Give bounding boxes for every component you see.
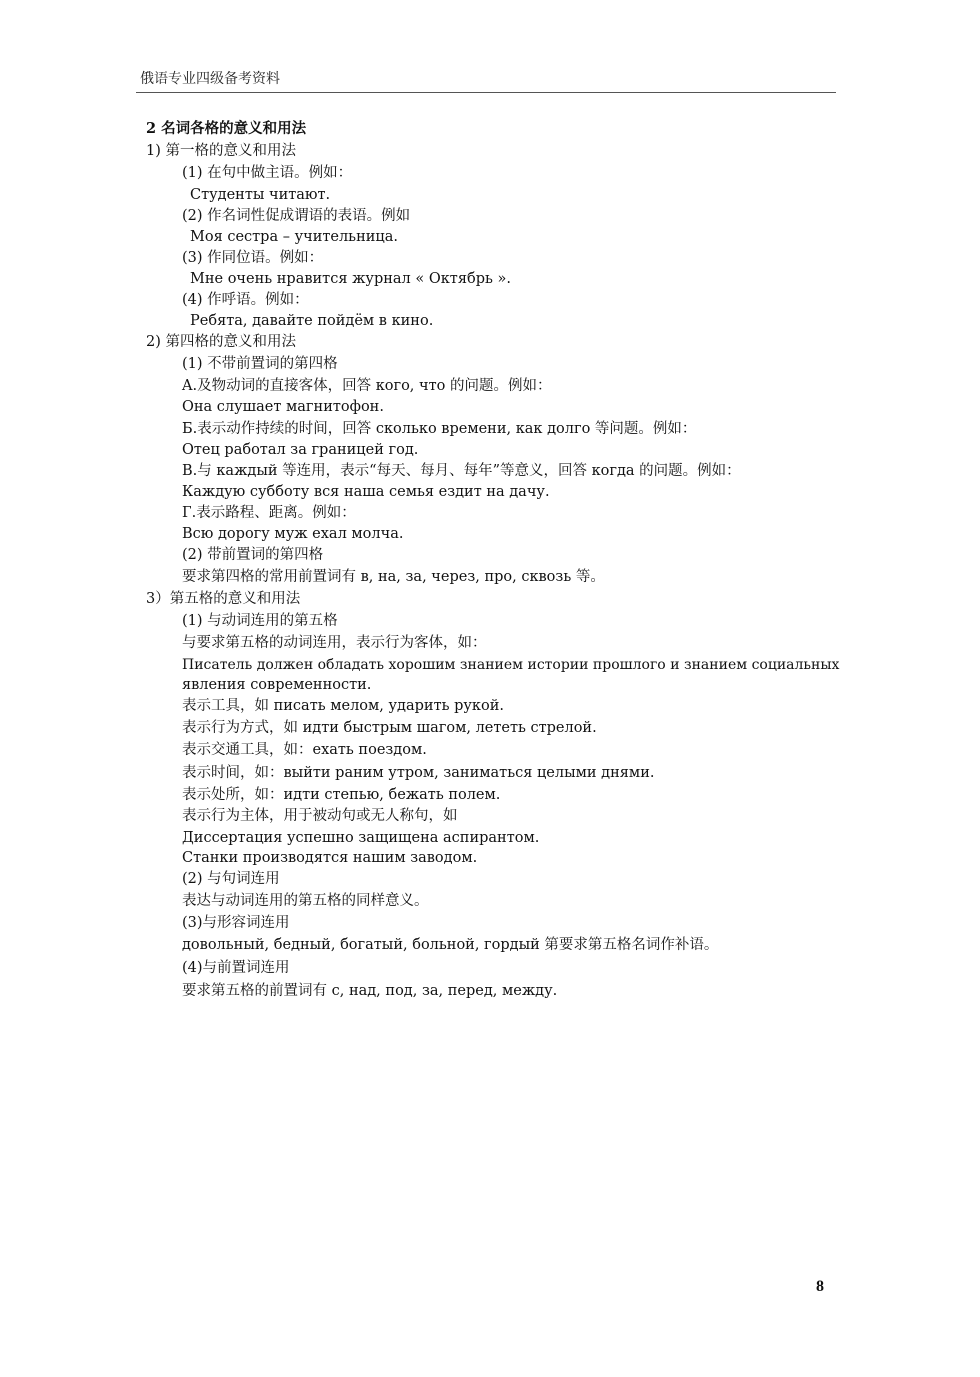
list-item: (1) 不带前置词的第四格: [182, 356, 338, 372]
example-text: Моя сестра – учительница.: [190, 229, 398, 245]
example-text: Ребята, давайте пойдём в кино.: [190, 313, 434, 329]
example-text: Студенты читают.: [190, 187, 331, 203]
paragraph-line: 表示行为方式，如 идти быстрым шагом, лететь стрелой.: [182, 720, 597, 736]
list-item: (4) 作呼语。例如：: [182, 292, 309, 308]
example-text: Отец работал за границей год.: [182, 442, 419, 458]
section-title: 2 名词各格的意义和用法: [146, 120, 307, 137]
page-header-title: 俄语专业四级备考资料: [140, 71, 280, 87]
paragraph-line: 要求第四格的常用前置词有 в, на, за, через, про, сквозь 等。: [182, 569, 605, 585]
paragraph-line: 与要求第五格的动词连用，表示行为客体，如：: [182, 635, 487, 651]
paragraph-line: Г.表示路程、距离。例如：: [182, 505, 356, 521]
list-item: (4)与前置词连用: [182, 960, 290, 976]
example-text: Станки производятся нашим заводом.: [182, 850, 478, 866]
example-text: Мне очень нравится журнал « Октябрь ».: [190, 271, 511, 287]
example-text: Всю дорогу муж ехал молча.: [182, 526, 404, 542]
list-item: (3)与形容词连用: [182, 915, 290, 931]
paragraph-line: довольный, бедный, богатый, больной, гордый 第要求第五格名词作补语。: [182, 937, 719, 953]
paragraph-line: 要求第五格的前置词有 с, над, под, за, перед, между.: [182, 983, 558, 999]
paragraph-line: 表示工具，如 писать мелом, ударить рукой.: [182, 698, 504, 714]
paragraph-line: 表示行为主体，用于被动句或无人称句，如: [182, 808, 458, 824]
paragraph-line: A.及物动词的直接客体，回答 кого, что 的问题。例如：: [182, 378, 552, 394]
list-item: (2) 带前置词的第四格: [182, 547, 324, 563]
example-text: Диссертация успешно защищена аспирантом.: [182, 830, 540, 846]
list-item: (2) 作名词性促成谓语的表语。例如: [182, 208, 411, 224]
list-item: (2) 与句词连用: [182, 871, 280, 887]
paragraph-line: 表示交通工具，如：ехать поездом.: [182, 742, 427, 758]
example-text: Каждую субботу вся наша семья ездит на дачу.: [182, 484, 550, 500]
paragraph-line: 表示时间，如：выйти раним утром, заниматься целыми днями.: [182, 765, 655, 781]
subsection-heading: 2) 第四格的意义和用法: [146, 334, 296, 350]
page-number: 8: [816, 1278, 824, 1295]
example-text: Она слушает магнитофон.: [182, 399, 384, 415]
list-item: (1) 与动词连用的第五格: [182, 613, 338, 629]
paragraph-line: В.与 каждый 等连用，表示“每天、每月、每年”等意义，回答 когда 的问题。例如：: [182, 463, 741, 479]
paragraph-line: 表示处所，如：идти степью, бежать полем.: [182, 787, 501, 803]
example-text: явления современности.: [182, 677, 372, 693]
example-text: Писатель должен обладать хорошим знанием истории прошлого и знанием социальных: [182, 657, 840, 673]
header-divider: [136, 92, 836, 93]
paragraph-line: 表达与动词连用的第五格的同样意义。: [182, 893, 429, 909]
list-item: (1) 在句中做主语。例如：: [182, 165, 353, 181]
subsection-heading: 3）第五格的意义和用法: [146, 591, 301, 607]
paragraph-line: Б.表示动作持续的时间，回答 сколько времени, как долго 等问题。例如：: [182, 421, 697, 437]
subsection-heading: 1) 第一格的意义和用法: [146, 143, 296, 159]
list-item: (3) 作同位语。例如：: [182, 250, 324, 266]
